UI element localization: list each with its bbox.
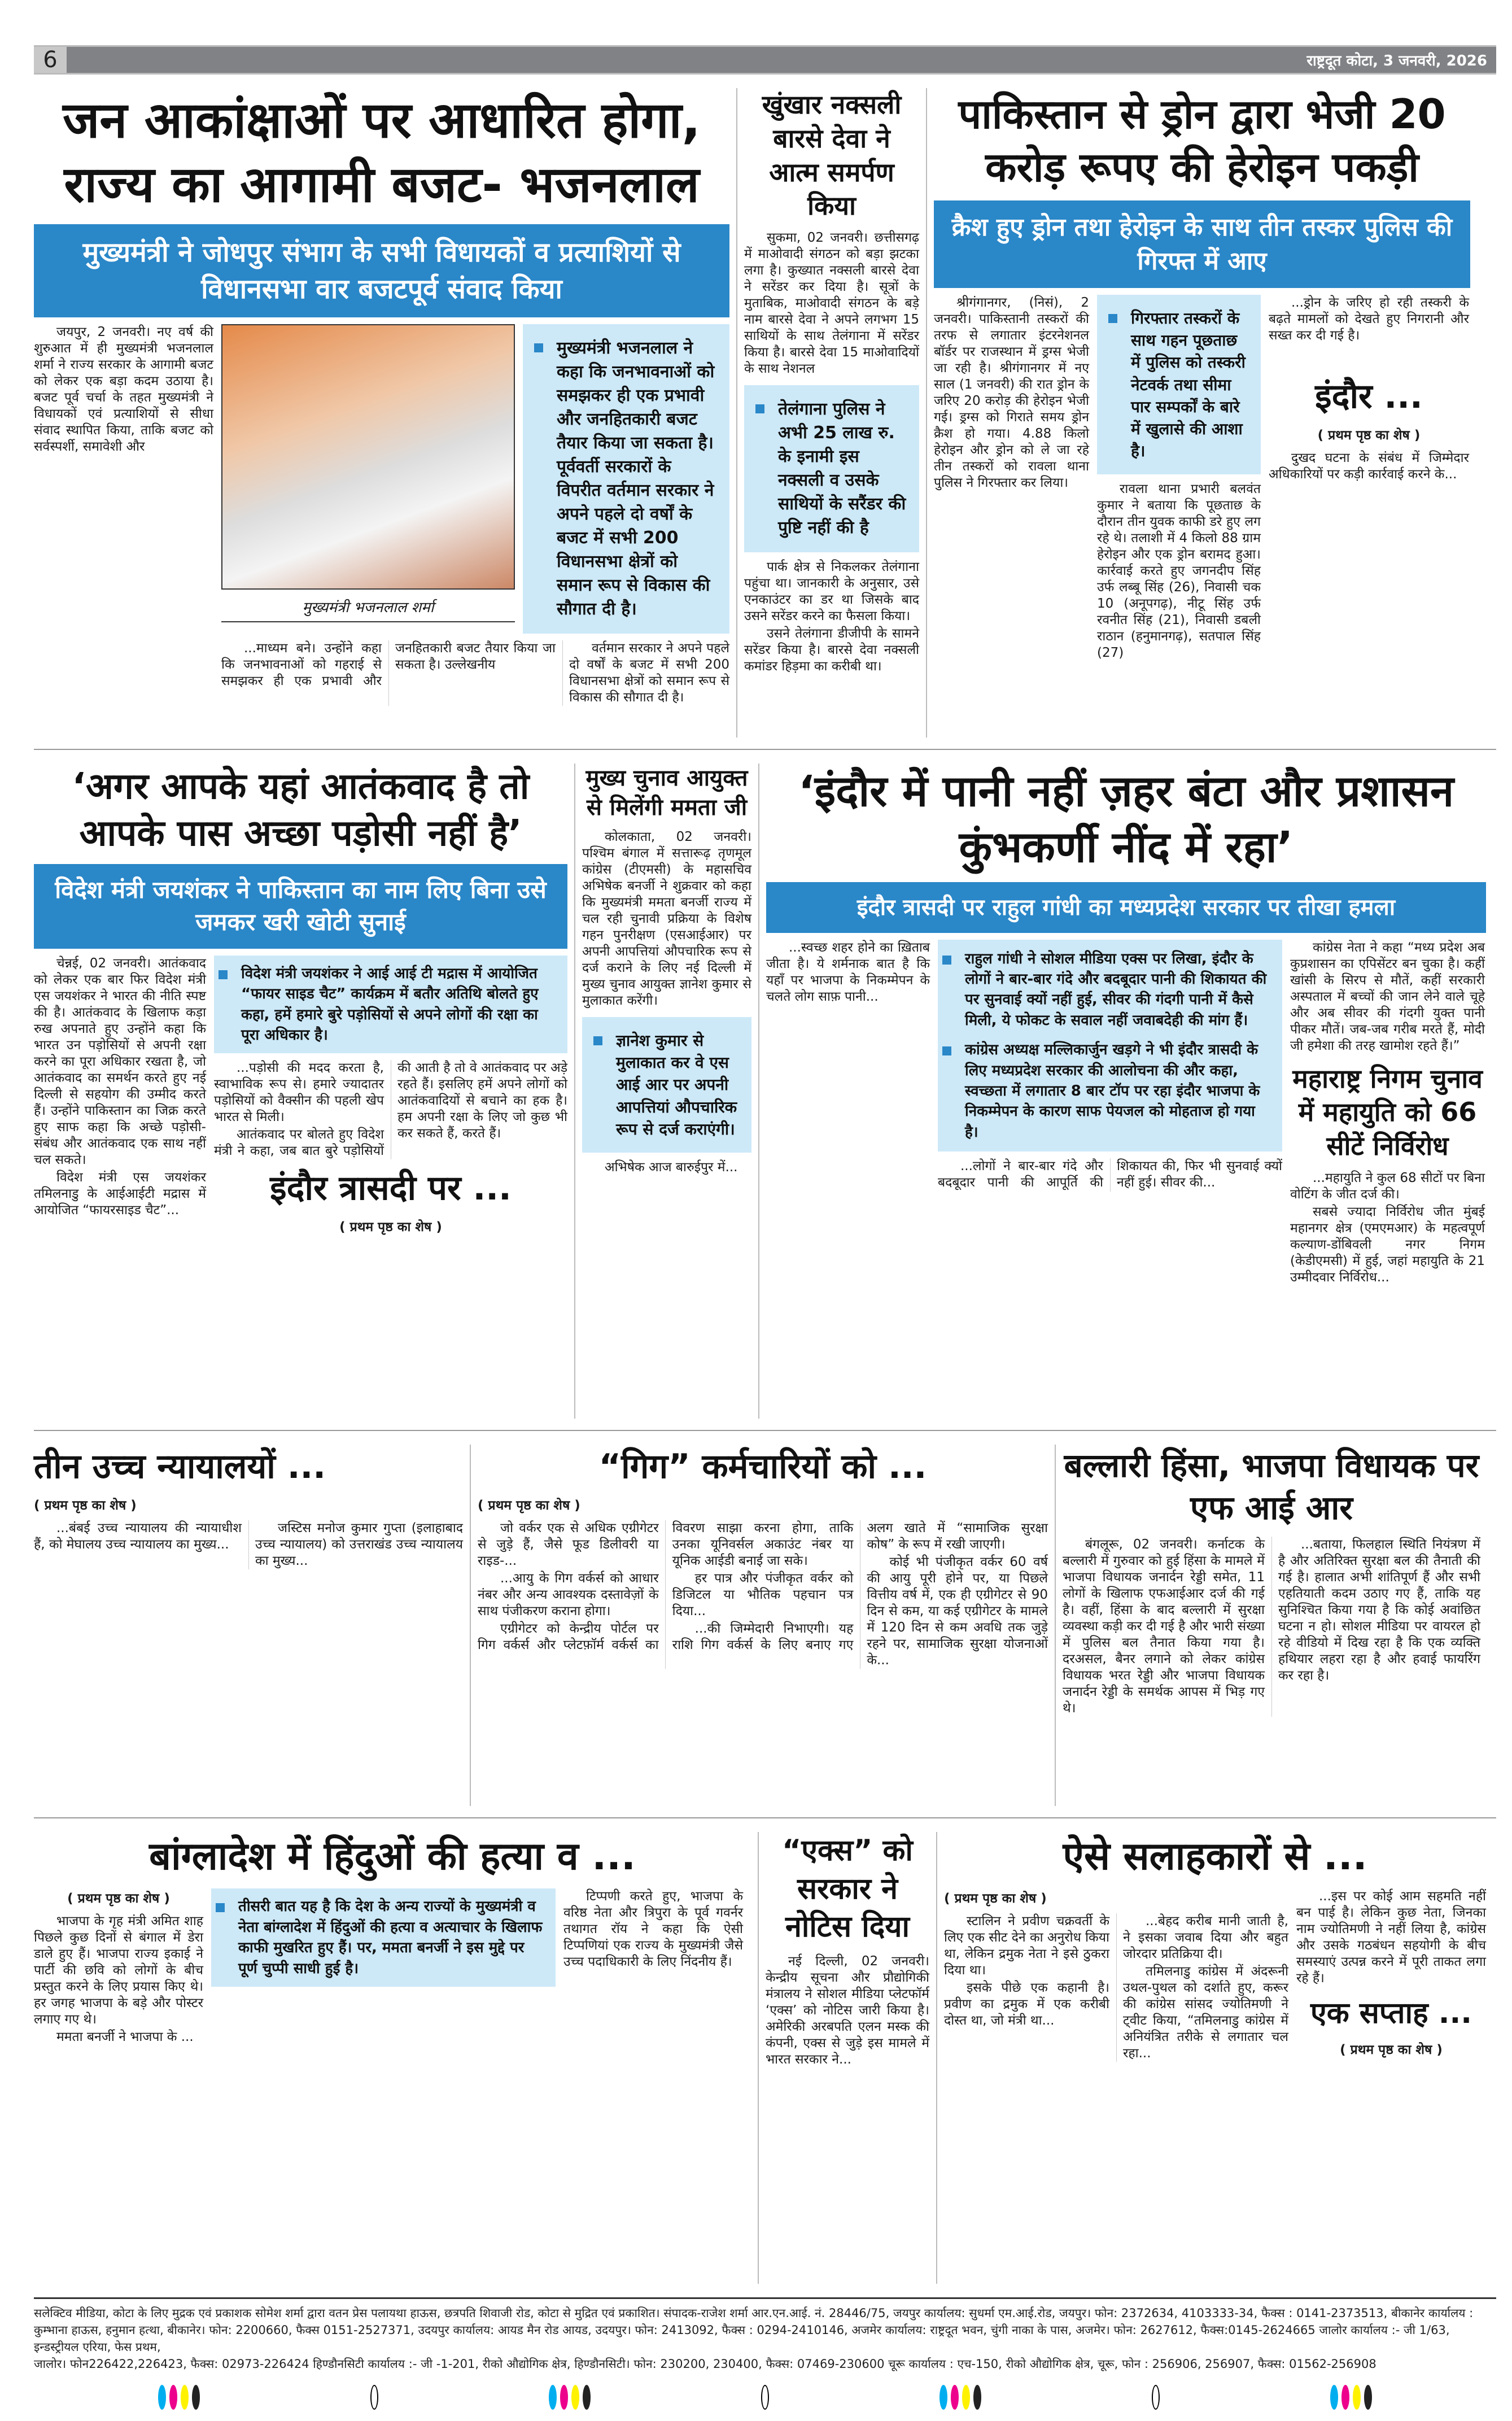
continued-label: ( प्रथम पृष्ठ का शेष ) <box>67 1891 170 1907</box>
drone-highlight-box: गिरफ्तार तस्करों के साथ गहन पूछताछ में पुलिस को तस्करी नेटवर्क तथा सीमा पार सम्पर्कों के बारे में खुलासे की आशा है। <box>1097 295 1261 474</box>
naxal-body-1: सुकमा, 02 जनवरी। छत्तीसगढ़ में माओवादी संगठन को बड़ा झटका लगा है। कुख्यात नक्सली बारसे देवा ने सरेंडर कर दिया है। सूत्रों के मुताबिक, माओवादी संगठन के बड़े नाम बारसे देवा ने अपने लगभग 15 साथियों के साथ तेलंगाना में सरेंडर किया है। बारसे देवा 15 माओवादियों के साथ नेशनल <box>744 230 919 377</box>
drone-body-2: रावला थाना प्रभारी बलवंत कुमार ने बताया कि पूछताछ के दौरान तीन युवक काफी डरे हुए लग रहे थे। तलाशी में 4 किलो 88 ग्राम हेरोइन और एक ड्रोन बरामद हुआ। कार्रवाई करते हुए जगनदीप सिंह उर्फ लब्बू सिंह (26), निवासी चक 10 (अनूपगढ़), नीटू सिंह उर्फ रवनीत सिंह (21), निवासी डबली राठान (हनुमानगढ़), सतपाल सिंह (27) <box>1097 482 1261 661</box>
imprint-line: जालोर। फोन226422,226423, फैक्स: 02973-226424 हिण्डौनसिटी कार्यालय :- जी -1-201, रीको औद्योगिक क्षेत्र, हिण्डौनसिटी। फोन: 230200, 230400, फैक्स: 07469-230600 चूरू कार्यालय : एच-150, रीको औद्योगिक क्षेत्र, चूरू, फोन : 256906, 256907, फैक्स: 01562-256908 <box>34 2357 1376 2371</box>
indore-highlight-box: राहुल गांधी ने सोशल मीडिया एक्स पर लिखा, इंदौर के लोगों ने बार-बार गंदे और बदबूदार पानी की शिकायत की पर सुनवाई क्यों नहीं हुई, सीवर की गंदगी पानी में कैसे मिली, ये फोकट के सवाल नहीं जवाबदेही की मांग हैं। कांग्रेस अध्यक्ष मल्लिकार्जुन खड़गे ने भी इंदौर त्रासदी के लिए मध्यप्रदेश सरकार की आलोचना की और कहा, स्वच्छता में लगातार 8 बार टॉप पर रहा इंदौर भाजपा के निकम्मेपन के कारण साफ पेयजल को मोहताज हो गया है। <box>938 940 1282 1152</box>
bangladesh-highlight-box: तीसरी बात यह है कि देश के अन्य राज्यों के मुख्यमंत्री व नेता बांग्लादेश में हिंदुओं की हत्या व अत्याचार के खिलाफ काफी मुखरित हुए हैं। पर, ममता बनर्जी ने इस मुद्दे पर पूर्ण चुप्पी साधी हुई है। <box>211 1888 556 1987</box>
budget-body-lower: ...माध्यम बने। उन्होंने कहा कि जनभावनाओं को गहराई से समझकर ही एक प्रभावी और जनहितकारी बजट तैयार किया जा सकता है। उल्लेखनीय वर्तमान सरकार ने अपने पहले दो वर्षों के बजट में सभी 200 विधानसभा क्षेत्रों को समान रूप से विकास की सौगात दी है। <box>221 641 729 705</box>
advisors-right <box>1296 1888 1486 2058</box>
crosshair-mark <box>761 2385 769 2410</box>
row-3 <box>34 1445 1496 1806</box>
continued-label: ( प्रथम पृष्ठ का शेष ) <box>944 1891 1047 1907</box>
jaishankar-article <box>34 764 567 1235</box>
drone-mid <box>1097 295 1261 662</box>
bangladesh-body-1: भाजपा के गृह मंत्री अमित शाह पिछले कुछ दिनों से बंगाल में डेरा डाले हुए हैं। भाजपा राज्य इकाई ने पार्टी की छवि को लोगों के बीच प्रस्तुत करने के लिए प्रयास किए थे। हर जगह भाजपा के बड़े और पोस्टर लगाए गए थे। ममता बनर्जी ने भाजपा के ... <box>34 1914 203 2045</box>
imprint <box>34 2305 1496 2372</box>
indore-body-2: ...लोगों ने बार-बार गंदे और बदबूदार पानी की आपूर्ति की शिकायत की, फिर भी सुनवाई क्यों नहीं हुई। सीवर की... <box>938 1159 1282 1190</box>
jaishankar-right <box>214 956 567 1236</box>
indore-body-3: कांग्रेस नेता ने कहा “मध्य प्रदेश अब कुप्रशासन का एपिसेंटर बन चुका है। कहीं खांसी के सिरप से मौतें, कहीं सरकारी अस्पताल में बच्चों की जान लेने वाले चूहे और अब सीवर की गंदगी युक्त पानी पीकर मौतें। जब-जब गरीब मरते हैं, मोदी जी हमेशा की तरह खामोश रहते हैं।” <box>1290 940 1485 1053</box>
indore-headline: ‘इंदौर में पानी नहीं ज़हर बंटा और प्रशासन कुंभकर्णी नींद में रहा’ <box>798 766 1454 872</box>
naxal-highlight-box: तेलंगाना पुलिस ने अभी 25 लाख रु. के इनामी इस नक्सली व उसके साथियों के सरैंडर की पुष्टि नहीं की है <box>744 385 919 552</box>
column-rule <box>758 764 759 1419</box>
jaishankar-body-2: ...पड़ोसी की मदद करता है, स्वाभाविक रूप से। हमारे ज्यादातर पड़ोसियों को वैक्सीन की पहली खेप भारत से मिली। आतंकवाद पर बोलते हुए विदेश मंत्री ने कहा, जब बात बुरे पड़ोसियों की आती है तो वे आतंकवाद पर अड़े रहते हैं। इसलिए हमें अपने लोगों को आतंकवादियों से बचाने का हक है। हम अपनी रक्षा के लिए जो कुछ भी कर सकते हैं, करते हैं। <box>214 1061 567 1159</box>
continued-label: ( प्रथम पृष्ठ का शेष ) <box>34 1498 137 1513</box>
advisors-headline: ऐसे सलाहकारों से ... <box>1063 1834 1367 1879</box>
budget-highlight-box: मुख्यमंत्री भजनलाल ने कहा कि जनभावनाओं को समझकर ही एक प्रभावी और जनहितकारी बजट तैयार किया जा सकता है। पूर्ववर्ती सरकारों के विपरीत वर्तमान सरकार ने अपने पहले दो वर्षों के बजट में सभी 200 विधानसभा क्षेत्रों को समान रूप से विकास की सौगात दी है। <box>523 324 729 634</box>
imprint-line: कुम्भाना हाऊस, हनुमान हत्था, बीकानेर। फोन: 2200660, फैक्स 0151-2527371, उदयपुर कार्यालय: आयड मैन रोड आयड, उदयपुर। फोन: 2413092, फैक्स : 0294-2410146, अजमेर कार्यालय: राष्ट्रदूत भवन, चुंगी नाका के पास, अजमेर। फोन: 2627612, फैक्स:0145-2624665 जालोर कार्यालय :- जी 1/63, इन्डस्ट्रीयल एरिया, फेस प्रथम, <box>34 2323 1450 2354</box>
naxal-article <box>744 88 919 676</box>
column-rule <box>1055 1445 1056 1806</box>
budget-right <box>221 324 729 706</box>
page-number: 6 <box>34 47 67 73</box>
indore-cont-headline: इंदौर ... <box>1315 376 1423 416</box>
continued-label: ( प्रथम पृष्ठ का शेष ) <box>1317 428 1421 443</box>
x-notice-headline: “एक्स” को सरकार ने नोटिस दिया <box>782 1834 913 1944</box>
budget-headline: जन आकांक्षाओं पर आधारित होगा, राज्य का आगामी बजट- भजनलाल <box>63 91 701 214</box>
footer-divider <box>34 2297 1496 2299</box>
mamata-body-2: अभिषेक आज बारुईपुर में... <box>605 1159 738 1175</box>
drone-right <box>1269 295 1469 484</box>
divider <box>34 1817 1496 1818</box>
week-headline: एक सप्ताह ... <box>1310 1996 1472 2031</box>
high-courts-article <box>34 1445 463 1569</box>
maharashtra-headline: महाराष्ट्र निगम चुनाव में महायुति को 66 सीटें निर्विरोध <box>1292 1063 1483 1162</box>
mamata-headline: मुख्य चुनाव आयुक्त से मिलेंगी ममता जी <box>585 765 748 821</box>
advisors-article <box>944 1832 1486 2062</box>
indore-body-1: ...स्वच्छ शहर होने का ख़िताब जीता है। ये शर्मनाक बात है कि यहाँ पर भाजपा के निकम्मेपन के चलते लोग साफ़ पानी... <box>766 940 930 1004</box>
cmyk-marks <box>158 2385 200 2410</box>
crosshair-mark <box>1152 2385 1160 2410</box>
high-courts-headline: तीन उच्च न्यायालयों ... <box>34 1447 326 1486</box>
photo-block <box>221 324 515 622</box>
column-rule <box>926 88 927 738</box>
advisors-left <box>944 1888 1288 2062</box>
budget-body-col1: जयपुर, 2 जनवरी। नए वर्ष की शुरुआत में ही मुख्यमंत्री भजनलाल शर्मा ने राज्य सरकार के आगामी बजट को लेकर एक बड़ा कदम उठाया है। बजट पूर्व चर्चा के तहत मुख्यमंत्री ने विधायकों एवं प्रत्याशियों से सीधा संवाद स्थापित किया, ताकि बजट को सर्वस्पर्शी, समावेशी और <box>34 325 213 455</box>
imprint-line: सलेक्टिव मीडिया, कोटा के लिए मुद्रक एवं प्रकाशक सोमेश शर्मा द्वारा वतन प्रेस पलायथा हाऊस, छत्रपति शिवाजी रोड, कोटा से मुद्रित एवं प्रकाशित। संपादक-राजेश शर्मा आर.एन.आई. नं. 28446/75, जयपुर कार्यालय: सुधर्मा एम.आई.रोड, जयपुर। फोन: 2372634, 4103333-34, फैक्स : 0141-2373513, बीकानेर कार्यालय : <box>34 2306 1474 2320</box>
registration-marks <box>34 2385 1496 2410</box>
mamata-body-1: कोलकाता, 02 जनवरी। पश्चिम बंगाल में सत्तारूढ़ तृणमूल कांग्रेस (टीएमसी) के महासचिव अभिषेक बनर्जी ने शुक्रवार को कहा कि मुख्यमंत्री ममता बनर्जी राज्य में चल रही चुनावी प्रक्रिया के विशेष गहन पुनरीक्षण (एसआईआर) पर अपनी आपत्तियां औपचारिक रूप से दर्ज कराने के लिए नई दिल्ली में मुख्य चुनाव आयुक्त ज्ञानेश कुमार से मुलाकात करेंगी। <box>582 830 751 1008</box>
maharashtra-body: ...महायुति ने कुल 68 सीटों पर बिना वोटिंग के जीत दर्ज की। सबसे ज्यादा निर्विरोध जीत मुंबई महानगर क्षेत्र (एमएमआर) के महत्वपूर्ण कल्याण-डोंबिवली नगर निगम (केडीएमसी) में हुई, जहां महायुति के 21 उम्मीदवार निर्विरोध... <box>1290 1170 1485 1285</box>
column-rule <box>574 764 575 1419</box>
drone-subhead: क्रैश हुए ड्रोन तथा हेरोइन के साथ तीन तस्कर पुलिस की गिरफ्त में आए <box>934 200 1470 288</box>
bangladesh-article <box>34 1832 751 2047</box>
x-notice-body: नई दिल्ली, 02 जनवरी। केन्द्रीय सूचना और प्रौद्योगिकी मंत्रालय ने सोशल मीडिया प्लेटफॉर्म ‘एक्स’ को नोटिस जारी किया है। अमेरिकी अरबपति एलन मस्क की कंपनी, एक्स से जुड़े इस मामले में भारत सरकार ने... <box>766 1953 929 2067</box>
continued-label: ( प्रथम पृष्ठ का शेष ) <box>339 1220 442 1235</box>
indore-tragedy-cont-headline: इंदौर त्रासदी पर ... <box>270 1168 512 1209</box>
advisors-body-end: ...इस पर कोई आम सहमति नहीं बन पाई है। लेकिन कुछ नेता, जिनका नाम ज्योतिमणी ने नहीं लिया है, कांग्रेस और उसके गठबंधन सहयोगी के बीच समस्याएं उत्पन्न करने में पूरी ताकत लगा रहे हैं। <box>1296 1889 1486 1986</box>
column-rule <box>936 1832 937 2284</box>
indore-article <box>766 764 1486 1287</box>
advisors-body: स्टालिन ने प्रवीण चक्रवर्ती के लिए एक सीट देने का अनुरोध किया था, लेकिन द्रमुक नेता ने इसे ठुकरा दिया था। इसके पीछे एक कहानी है। प्रवीण का द्रमुक में एक करीबी दोस्त था, जो मंत्री था... ...बेहद करीब मानी जाती है, ने इसका जवाब दिया और बहुत जोरदार प्रतिक्रिया दी। तमिलनाडु कांग्रेस में अंदरूनी उथल-पुथल को दर्शाते हुए, करूर की कांग्रेस सांसद ज्योतिमणी ने ट्वीट किया, “तमिलनाडु कांग्रेस में अनियंत्रित तरीके से लगातार चल रहा... <box>944 1914 1288 2061</box>
high-courts-body: ...बंबई उच्च न्यायालय की न्यायाधीश हैं, को मेघालय उच्च न्यायालय का मुख्य... जस्टिस मनोज कुमार गुप्ता (इलाहाबाद उच्च न्यायालय) को उत्तराखंड उच्च न्यायालय का मुख्य... <box>34 1521 463 1568</box>
budget-article <box>34 88 729 706</box>
naxal-headline: खुंखार नक्सली बारसे देवा ने आत्म समर्पण किया <box>762 89 902 221</box>
ballari-article <box>1063 1445 1480 1717</box>
row-2 <box>34 764 1496 1419</box>
column-rule <box>736 88 737 738</box>
gig-article <box>478 1445 1048 1669</box>
cmyk-marks <box>1330 2385 1372 2410</box>
jaishankar-body-1: चेन्नई, 02 जनवरी। आतंकवाद को लेकर एक बार फिर विदेश मंत्री एस जयशंकर ने भारत की नीति स्पष्ट की है। आतंकवाद के खिलाफ कड़ा रुख अपनाते हुए उन्होंने कहा कि भारत उन पड़ोसियों से अपनी रक्षा करने का पूरा अधिकार रखता है, जो आतंकवाद का समर्थन करते हुए नई दिल्ली से सहयोग की उम्मीद करते हैं। उन्होंने पाकिस्तान का जिक्र करते हुए साफ कहा कि अच्छे पड़ोसी-संबंध और आतंकवाद एक साथ नहीं चल सकते। विदेश मंत्री एस जयशंकर तमिलनाडु के आईआईटी मद्रास में आयोजित “फायरसाइड चैट”... <box>34 956 206 1218</box>
drone-article <box>934 88 1470 662</box>
cmyk-marks <box>939 2385 981 2410</box>
column-rule <box>470 1445 471 1806</box>
crosshair-mark <box>370 2385 378 2410</box>
indore-mid <box>938 940 1282 1192</box>
ballari-body: बंगलूरू, 02 जनवरी। कर्नाटक के बल्लारी में गुरुवार को हुई हिंसा के मामले में भाजपा विधायक जनार्दन रेड्डी समेत, 11 लोगों के खिलाफ एफआईआर दर्ज की गई है। वहीं, हिंसा के बाद बल्लारी में सुरक्षा व्यवस्था कड़ी कर दी गई है और भारी संख्या में पुलिस बल तैनात किया गया है। दरअसल, बैनर लगाने को लेकर कांग्रेस विधायक भरत रेड्डी और भाजपा विधायक जनार्दन रेड्डी के समर्थक आपस में भिड़ गए थे। ...बताया, फिलहाल स्थिति नियंत्रण में है और अतिरिक्त सुरक्षा बल की तैनाती की गई है। हालात अभी शांतिपूर्ण हैं और सभी एहतियाती कदम उठाए गए हैं, ताकि यह सुनिश्चित किया गया है कि कोई अवांछित घटना न हो। सोशल मीडिया पर वायरल हो रहे वीडियो में दिख रहा है कि एक व्यक्ति हथियार लहरा रहा है और हवाई फायरिंग कर रहा है। <box>1063 1537 1480 1716</box>
divider <box>34 1430 1496 1431</box>
naxal-body-2: पार्क क्षेत्र से निकलकर तेलंगाना पहुंचा था। जानकारी के अनुसार, उसे एनकाउंटर का डर था जिसके बाद उसने सरेंडर करने का फैसला किया। उसने तेलंगाना डीजीपी के सामने सरेंडर किया है। बारसे देवा नक्सली कमांडर हिड़मा का करीबी था। <box>744 560 919 674</box>
jaishankar-subhead: विदेश मंत्री जयशंकर ने पाकिस्तान का नाम लिए बिना उसे जमकर खरी खोटी सुनाई <box>34 864 567 948</box>
row-4 <box>34 1832 1496 2284</box>
mamata-highlight-box: ज्ञानेश कुमार से मुलाकात कर वे एस आई आर पर अपनी आपत्तियां औपचारिक रूप से दर्ज कराएंगी। <box>582 1017 751 1153</box>
divider <box>34 749 1496 750</box>
page-header-bar <box>34 45 1496 75</box>
masthead-date: राष्ट्रदूत कोटा, 3 जनवरी, 2026 <box>1306 53 1487 69</box>
drone-body-3: ...ड्रोन के जरिए हो रही तस्करी के बढ़ते मामलों को देखते हुए निगरानी और सख्त कर दी गई है। <box>1269 295 1469 343</box>
x-notice-article <box>766 1832 929 2069</box>
indore-cont-body: दुखद घटना के संबंध में जिम्मेदार अधिकारियों पर कड़ी कार्रवाई करने के... <box>1269 450 1469 482</box>
gig-headline: “गिग” कर्मचारियों को ... <box>598 1447 927 1486</box>
row-1 <box>34 88 1496 738</box>
indore-right <box>1290 940 1485 1287</box>
jaishankar-headline: ‘अगर आपके यहां आतंकवाद है तो आपके पास अच्छा पड़ोसी नहीं है’ <box>72 766 530 855</box>
indore-subhead: इंदौर त्रासदी पर राहुल गांधी का मध्यप्रदेश सरकार पर तीखा हमला <box>766 882 1486 933</box>
mamata-article <box>582 764 751 1177</box>
drone-headline: पाकिस्तान से ड्रोन द्वारा भेजी 20 करोड़ रूपए की हेरोइन पकड़ी <box>958 90 1446 191</box>
budget-subhead: मुख्यमंत्री ने जोधपुर संभाग के सभी विधायकों व प्रत्याशियों से विधानसभा वार बजटपूर्व संवाद किया <box>34 224 729 318</box>
jaishankar-highlight-box: विदेश मंत्री जयशंकर ने आई आई टी मद्रास में आयोजित “फायर साइड चैट” कार्यक्रम में बतौर अतिथि बोलते हुए कहा, हमें हमारे बुरे पड़ोसियों से अपने लोगों की रक्षा का पूरा अधिकार है। <box>214 956 567 1054</box>
chief-minister-photo <box>221 324 515 590</box>
bangladesh-body-2: टिप्पणी करते हुए, भाजपा के वरिष्ठ नेता और त्रिपुरा के पूर्व गवर्नर तथागत रॉय ने कहा कि ऐसी टिप्पणियां एक राज्य के मुख्यमंत्री जैसे उच्च पदाधिकारी के लिए निंदनीय हैं। <box>563 1889 743 1970</box>
ballari-headline: बल्लारी हिंसा, भाजपा विधायक पर एफ आई आर <box>1064 1446 1479 1528</box>
bangladesh-headline: बांग्लादेश में हिंदुओं की हत्या व ... <box>149 1834 636 1879</box>
photo-caption: मुख्यमंत्री भजनलाल शर्मा <box>221 596 515 622</box>
drone-body-1: श्रीगंगानगर, (निसं), 2 जनवरी। पाकिस्तानी तस्करों की तरफ से लगातार इंटरनेशनल बॉर्डर पर राजस्थान में ड्रग्स भेजी जा रही है। श्रीगंगानगर में नए साल (1 जनवरी) की रात ड्रोन के जरिए 20 करोड़ की हेरोइन भेजी गई। ड्रग्स को गिराते समय ड्रोन क्रैश हो गया। 4.88 किलो हेरोइन और ड्रोन को ले जा रहे तीन तस्करों को रावला थाना पुलिस ने गिरफ्तार कर लिया। <box>934 295 1089 490</box>
column-rule <box>758 1832 759 2284</box>
bangladesh-left <box>34 1888 203 2047</box>
cmyk-marks <box>549 2385 591 2410</box>
gig-body: जो वर्कर एक से अधिक एग्रीगेटर से जुड़े हैं, जैसे फूड डिलीवरी या राइड-... ...आयु के गिग वर्कर्स को आधार नंबर और अन्य आवश्यक दस्तावेज़ों के साथ पंजीकरण कराना होगा। एग्रीगेटर को केन्द्रीय पोर्टल पर गिग वर्कर्स और प्लेटफ़ॉर्म वर्कर्स का विवरण साझा करना होगा, ताकि उनका यूनिवर्सल अकाउंट नंबर या यूनिक आईडी बनाई जा सके। हर पात्र और पंजीकृत वर्कर को डिजिटल या भौतिक पहचान पत्र दिया... ...की जिम्मेदारी निभाएगी। यह राशि गिग वर्कर्स के लिए बनाए गए अलग खाते में “सामाजिक सुरक्षा कोष” के रूप में रखी जाएगी। कोई भी पंजीकृत वर्कर 60 वर्ष की आयु पूरी होने पर, या पिछले वित्तीय वर्ष में, एक ही एग्रीगेटर से 90 दिन से कम, या कई एग्रीगेटर के मामले में 120 दिन से कम अवधि तक जुड़े रहने पर, सामाजिक सुरक्षा योजनाओं के... <box>478 1521 1048 1668</box>
continued-label: ( प्रथम पृष्ठ का शेष ) <box>478 1498 580 1513</box>
continued-label: ( प्रथम पृष्ठ का शेष ) <box>1340 2042 1443 2057</box>
